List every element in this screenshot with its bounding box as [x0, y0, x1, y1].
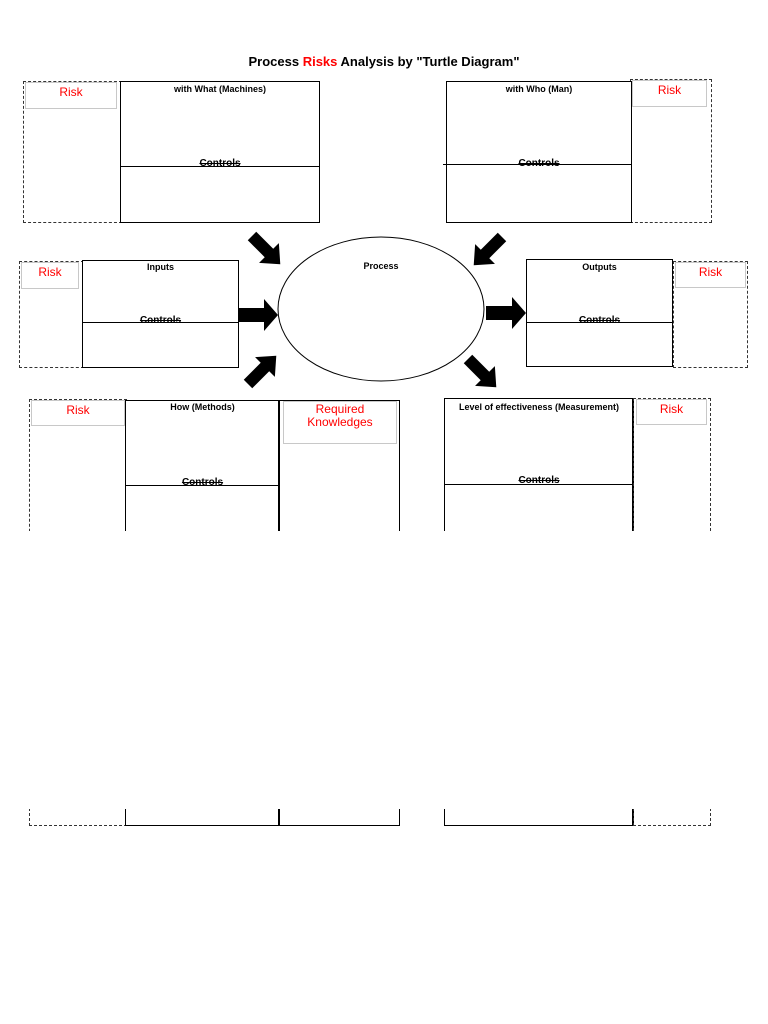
methods-controls-label: Controls	[181, 477, 224, 488]
title-prefix: Process	[248, 54, 303, 69]
machines-risk-label: Risk	[25, 82, 117, 109]
measurement-header: Level of effectiveness (Measurement)	[458, 402, 620, 412]
measurement-risk-label: Risk	[636, 399, 707, 425]
man-risk-label: Risk	[632, 80, 707, 107]
inputs-risk-label: Risk	[21, 262, 79, 289]
methods-header: How (Methods)	[170, 402, 235, 412]
outputs-controls-label: Controls	[578, 315, 621, 326]
man-controls-label: Controls	[518, 158, 560, 169]
measurement-controls-label: Controls	[518, 475, 560, 486]
title-highlight: Risks	[302, 54, 338, 69]
page-gap	[0, 531, 768, 809]
inputs-controls-label: Controls	[139, 315, 182, 326]
arrow-process-to-outputs	[486, 297, 526, 329]
knowledge-label: Required Knowledges	[283, 401, 397, 444]
arrow-inputs-to-process	[238, 299, 278, 331]
arrow-process-to-measurement	[458, 349, 506, 397]
title-suffix: Analysis by "Turtle Diagram"	[337, 54, 520, 69]
outputs-header: Outputs	[582, 262, 617, 272]
methods-risk-label: Risk	[31, 400, 125, 426]
outputs-block	[526, 259, 673, 367]
process-ellipse	[278, 237, 484, 381]
process-label: Process	[363, 261, 399, 271]
outputs-risk-label: Risk	[675, 262, 746, 288]
arrow-methods-to-process	[238, 346, 286, 394]
man-header: with Who (Man)	[505, 84, 573, 94]
machines-header: with What (Machines)	[174, 84, 266, 94]
inputs-header: Inputs	[147, 262, 174, 272]
arrow-man-to-process	[464, 227, 512, 275]
machines-controls-label: Controls	[199, 158, 241, 169]
arrow-machines-to-process	[242, 226, 290, 274]
